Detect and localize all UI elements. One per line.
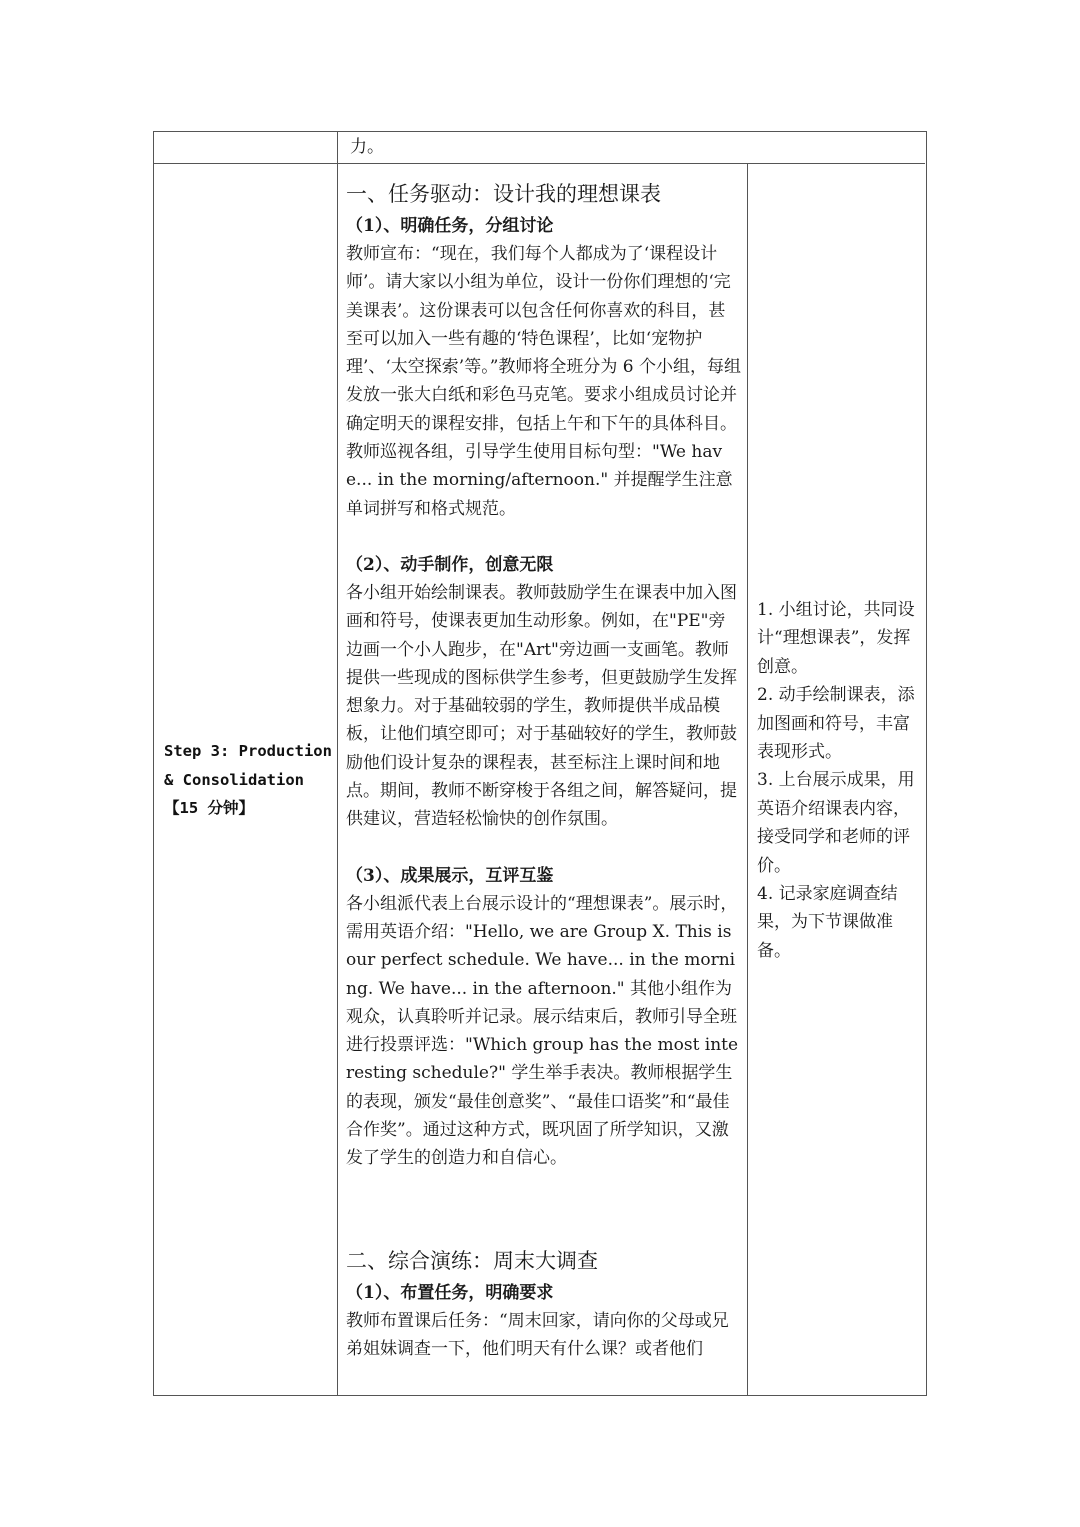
student-activities: [757, 596, 919, 965]
sub2-title: （2）、动手制作，创意无限: [346, 554, 554, 575]
sub2-body: 各小组开始绘制课表。教师鼓励学生在课表中加入图画和符号，使课表更加生动形象。例如，在"PE"旁边画一个小人跑步，在"Art"旁边画一支画笔。教师提供一些现成的图标供学生参考，但更鼓励学生发挥想象力。对于基础较弱的学生，教师提供半成品模板，让他们填空即可；对于基础较好的学生，教师鼓励他们设计复杂的课程表，甚至标注上课时间和地点。期间，教师不断穿梭于各组之间，解答疑问，提供建议，营造轻松愉快的创作氛围。: [346, 582, 737, 830]
step-label-duration: 【15 分钟】: [164, 799, 254, 817]
row-divider: [154, 163, 925, 164]
student-activity-item: 2. 动手绘制课表，添加图画和符号，丰富表现形式。: [757, 685, 915, 763]
lesson-plan-table: [153, 131, 927, 1396]
sub3-title: （3）、成果展示，互评互鉴: [346, 865, 554, 886]
step-label: [164, 737, 334, 823]
top-row-text: 力。: [350, 137, 384, 157]
student-activity-item: 1. 小组讨论，共同设计“理想课表”，发挥创意。: [757, 600, 915, 677]
step-label-line1: Step 3: Production: [164, 742, 332, 760]
sub1-title: （1）、明确任务，分组讨论: [346, 216, 554, 236]
section1-title: 一、任务驱动：设计我的理想课表: [346, 182, 661, 206]
sub3-body: 各小组派代表上台展示设计的“理想课表”。展示时，需用英语介绍："Hello, we are Group X. This is our perfect schedule. We have... in the morning. We have... in the afternoon." 其他小组作为观众，认真聆听并记录。展示结束后，教师引导全班进行投票评选："Which group has the most interesting schedule?" 学生举手表决。教师根据学生的表现，颁发“最佳创意奖”、“最佳口语奖”和“最佳合作奖”。通过这种方式，既巩固了所学知识，又激发了学生的创造力和自信心。: [346, 893, 739, 1169]
step-label-line2: & Consolidation: [164, 770, 304, 789]
column-divider-right: [747, 164, 748, 1395]
student-activity-item: 4. 记录家庭调查结果，为下节课做准备。: [757, 884, 898, 961]
column-divider-left: [337, 132, 338, 1395]
teaching-activities: [346, 176, 742, 1363]
student-activity-item: 3. 上台展示成果，用英语介绍课表内容，接受同学和老师的评价。: [757, 770, 915, 876]
sub1-body: 教师宣布：“现在，我们每个人都成为了‘课程设计师’。请大家以小组为单位，设计一份你们理想的‘完美课表’。这份课表可以包含任何你喜欢的科目，甚至可以加入一些有趣的‘特色课程’，比如‘宠物护理’、‘太空探索’等。”教师将全班分为 6 个小组，每组发放一张大白纸和彩色马克笔。要求小组成员讨论并确定明天的课程安排，包括上午和下午的具体科目。教师巡视各组，引导学生使用目标句型："We have... in the morning/afternoon." 并提醒学生注意单词拼写和格式规范。: [346, 244, 742, 519]
sub4-body: 教师布置课后任务：“周末回家，请向你的父母或兄弟姐妹调查一下，他们明天有什么课？或者他们: [346, 1310, 729, 1359]
sub4-title: （1）、布置任务，明确要求: [346, 1282, 554, 1303]
section2-title: 二、综合演练：周末大调查: [346, 1248, 598, 1273]
